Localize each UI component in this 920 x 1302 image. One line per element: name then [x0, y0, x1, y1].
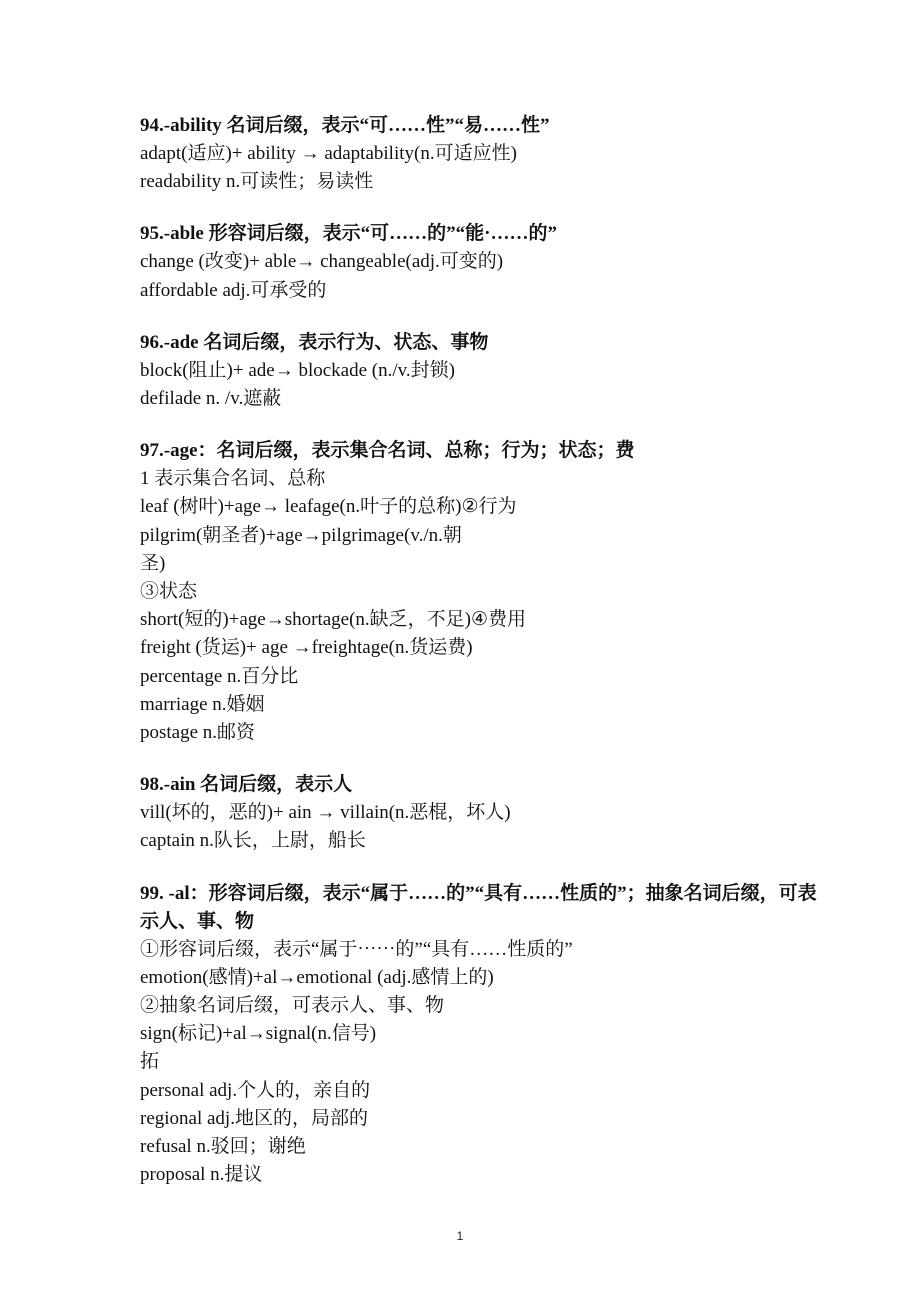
example-line: regional adj.地区的，局部的	[140, 1107, 368, 1129]
example-line: freight (货运)+ age →freightage(n.货运费)	[140, 637, 473, 659]
example-line: marriage n.婚姻	[140, 693, 265, 715]
section-al	[140, 880, 820, 1190]
example-line: short(短的)+age→shortage(n.缺乏，不足)④费用	[140, 609, 527, 631]
example-line: 1 表示集合名词、总称	[140, 468, 326, 490]
example-line: personal adj.个人的，亲自的	[140, 1079, 371, 1101]
example-line: ③状态	[140, 581, 198, 603]
document-body	[140, 112, 820, 1189]
example-line: leaf (树叶)+age→ leafage(n.叶子的总称)②行为	[140, 496, 517, 518]
section-heading: 97.-age：名词后缀，表示集合名词、总称；行为；状态；费	[140, 440, 635, 462]
section-heading: 96.-ade 名词后缀，表示行为、状态、事物	[140, 331, 489, 353]
section-ade	[140, 329, 820, 413]
example-line: ①形容词后缀，表示“属于⋯⋯的”“具有……性质的”	[140, 938, 573, 960]
example-line: pilgrim(朝圣者)+age→pilgrimage(v./n.朝	[140, 524, 462, 546]
section-ability	[140, 112, 820, 196]
example-line: change (改变)+ able→ changeable(adj.可变的)	[140, 251, 504, 273]
example-line: 圣)	[140, 552, 166, 574]
section-heading: 99. -al：形容词后缀，表示“属于……的”“具有……性质的”；抽象名词后缀，可表示人、事、物	[140, 882, 817, 932]
example-line: readability n.可读性；易读性	[140, 171, 374, 193]
page-number: 1	[456, 1229, 464, 1243]
example-line: vill(坏的，恶的)+ ain → villain(n.恶棍，坏人)	[140, 802, 511, 824]
example-line: proposal n.提议	[140, 1164, 263, 1186]
example-line: postage n.邮资	[140, 722, 256, 744]
example-line: block(阻止)+ ade→ blockade (n./v.封锁)	[140, 359, 455, 381]
example-line: adapt(适应)+ ability → adaptability(n.可适应性)	[140, 143, 517, 164]
example-line: affordable adj.可承受的	[140, 279, 327, 301]
example-line: sign(标记)+al→signal(n.信号)	[140, 1023, 377, 1045]
example-line: captain n.队长，上尉，船长	[140, 830, 366, 852]
section-ain	[140, 771, 820, 855]
example-line: 拓	[140, 1051, 160, 1073]
example-line: percentage n.百分比	[140, 665, 299, 687]
section-heading: 94.-ability 名词后缀，表示“可……性”“易……性”	[140, 115, 550, 136]
example-line: ②抽象名词后缀，可表示人、事、物	[140, 995, 445, 1017]
section-age	[140, 437, 820, 747]
section-heading: 98.-ain 名词后缀，表示人	[140, 774, 353, 796]
example-line: defilade n. /v.遮蔽	[140, 388, 282, 410]
example-line: refusal n.驳回；谢绝	[140, 1136, 306, 1158]
example-line: emotion(感情)+al→emotional (adj.感情上的)	[140, 966, 494, 988]
section-able	[140, 220, 820, 304]
section-heading: 95.-able 形容词后缀，表示“可……的”“能·……的”	[140, 223, 557, 245]
